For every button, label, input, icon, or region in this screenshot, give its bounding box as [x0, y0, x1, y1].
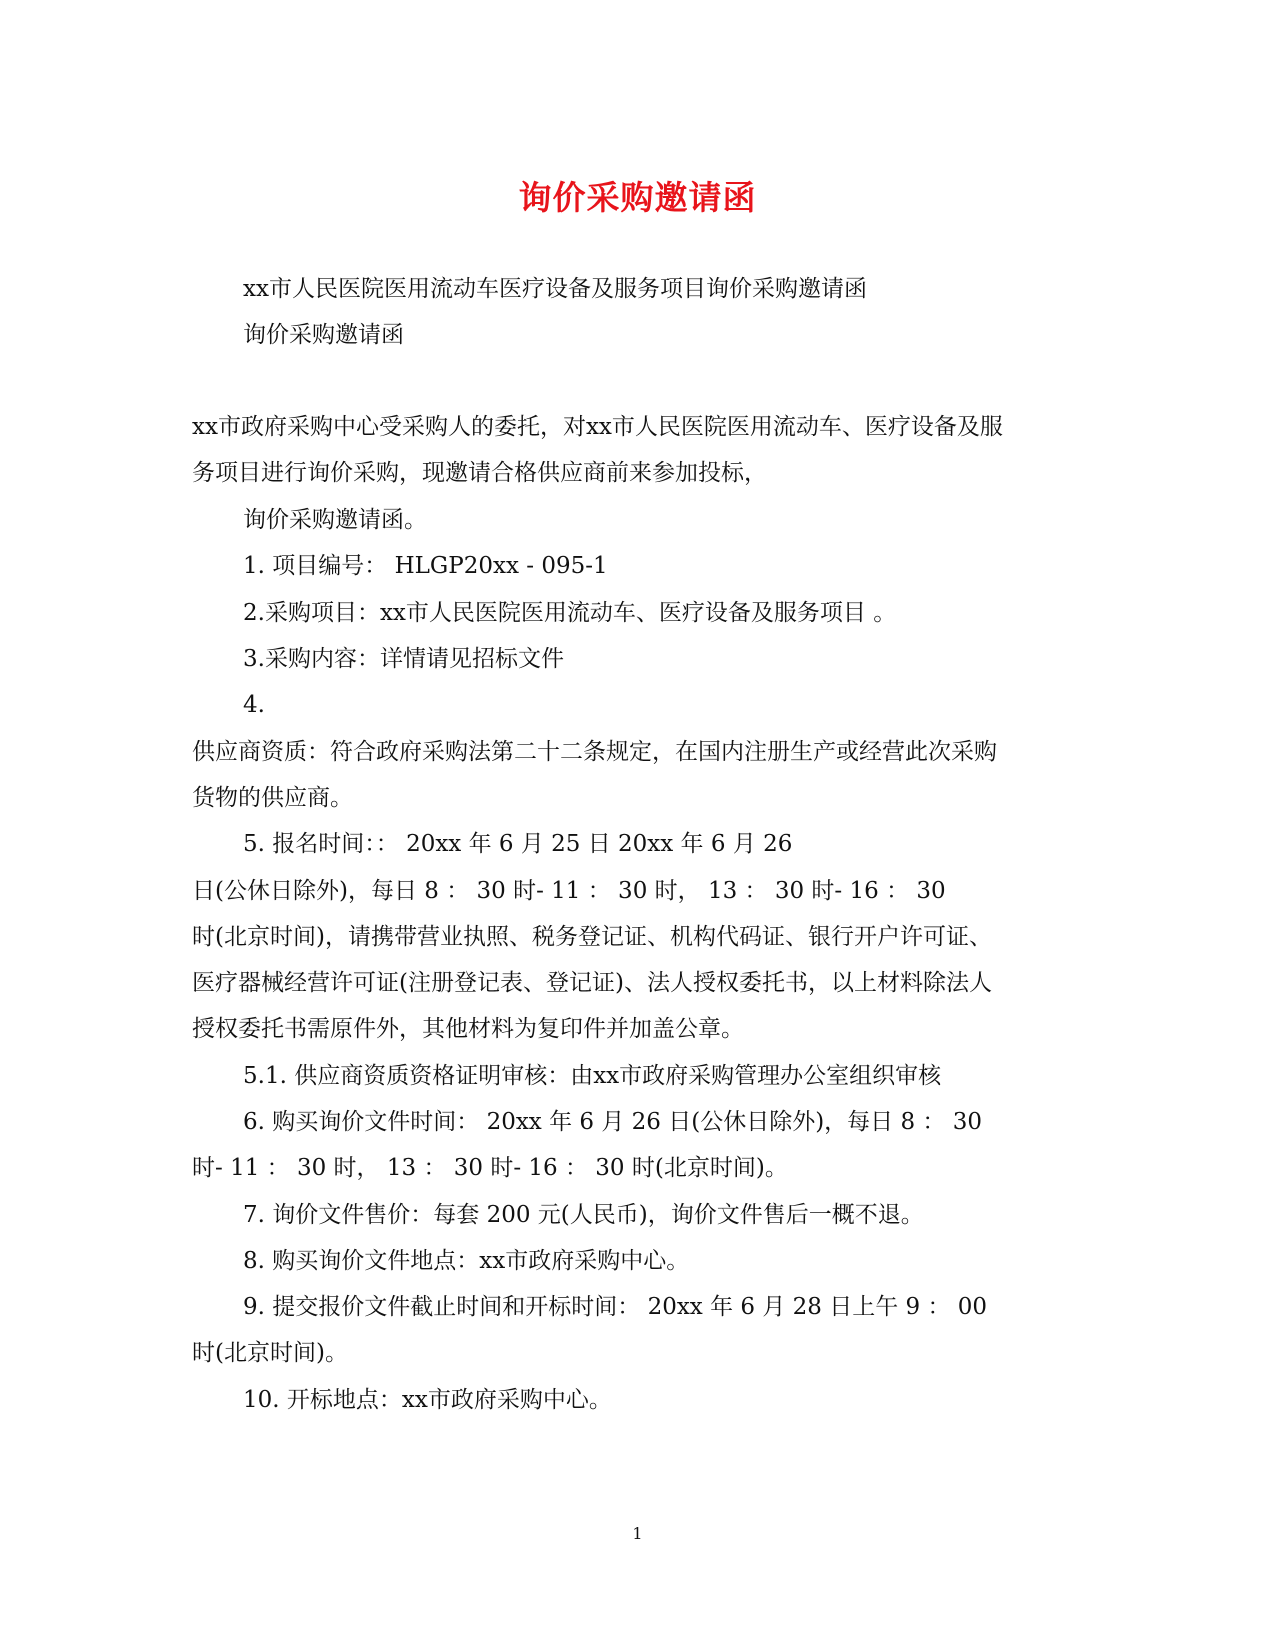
item-8: 8. 购买询价文件地点：xx市政府采购中心。: [243, 1248, 690, 1274]
item-9-line-2: 时(北京时间)。: [192, 1340, 348, 1366]
subtitle-line: xx市人民医院医用流动车医疗设备及服务项目询价采购邀请函: [243, 276, 867, 302]
item-4-line-2: 货物的供应商。: [192, 785, 353, 811]
intro-line-2: 务项目进行询价采购，现邀请合格供应商前来参加投标，: [192, 460, 767, 486]
item-5-1: 5.1. 供应商资质资格证明审核：由xx市政府采购管理办公室组织审核: [243, 1063, 942, 1089]
subtitle-short: 询价采购邀请函: [243, 322, 404, 348]
intro-line-1: xx市政府采购中心受采购人的委托，对xx市人民医院医用流动车、医疗设备及服: [192, 414, 1003, 440]
item-4-line-1: 供应商资质：符合政府采购法第二十二条规定，在国内注册生产或经营此次采购: [192, 739, 997, 765]
item-6-line-2: 时- 11 ： 30 时， 13 ： 30 时- 16 ： 30 时(北京时间)。: [192, 1155, 788, 1181]
item-10: 10. 开标地点：xx市政府采购中心。: [243, 1387, 612, 1413]
item-3-procurement-content: 3.采购内容：详情请见招标文件: [243, 646, 564, 672]
item-5-line-5: 授权委托书需原件外，其他材料为复印件并加盖公章。: [192, 1016, 744, 1042]
item-1-project-number: 1. 项目编号： HLGP20xx - 095-1: [243, 553, 608, 579]
item-5-line-1: 5. 报名时间：： 20xx 年 6 月 25 日 20xx 年 6 月 26: [243, 831, 793, 857]
page-number: 1: [632, 1524, 643, 1543]
item-9-line-1: 9. 提交报价文件截止时间和开标时间： 20xx 年 6 月 28 日上午 9 ： 00: [243, 1294, 988, 1320]
item-5-line-3: 时(北京时间)，请携带营业执照、税务登记证、机构代码证、银行开户许可证、: [192, 924, 992, 950]
item-2-procurement-project: 2.采购项目：xx市人民医院医用流动车、医疗设备及服务项目 。: [243, 600, 897, 626]
item-4-number: 4.: [243, 692, 265, 718]
item-6-line-1: 6. 购买询价文件时间： 20xx 年 6 月 26 日(公休日除外)，每日 8 ： 30: [243, 1109, 983, 1135]
item-5-line-4: 医疗器械经营许可证(注册登记表、登记证)、法人授权委托书，以上材料除法人: [192, 970, 992, 996]
document-title: 询价采购邀请函: [518, 178, 757, 217]
item-5-line-2: 日(公休日除外)，每日 8 ： 30 时- 11 ： 30 时， 13 ： 30 时- 16 ： 30: [192, 878, 946, 904]
intro-line-3: 询价采购邀请函。: [243, 507, 427, 533]
item-7: 7. 询价文件售价：每套 200 元(人民币)，询价文件售后一概不退。: [243, 1202, 924, 1228]
